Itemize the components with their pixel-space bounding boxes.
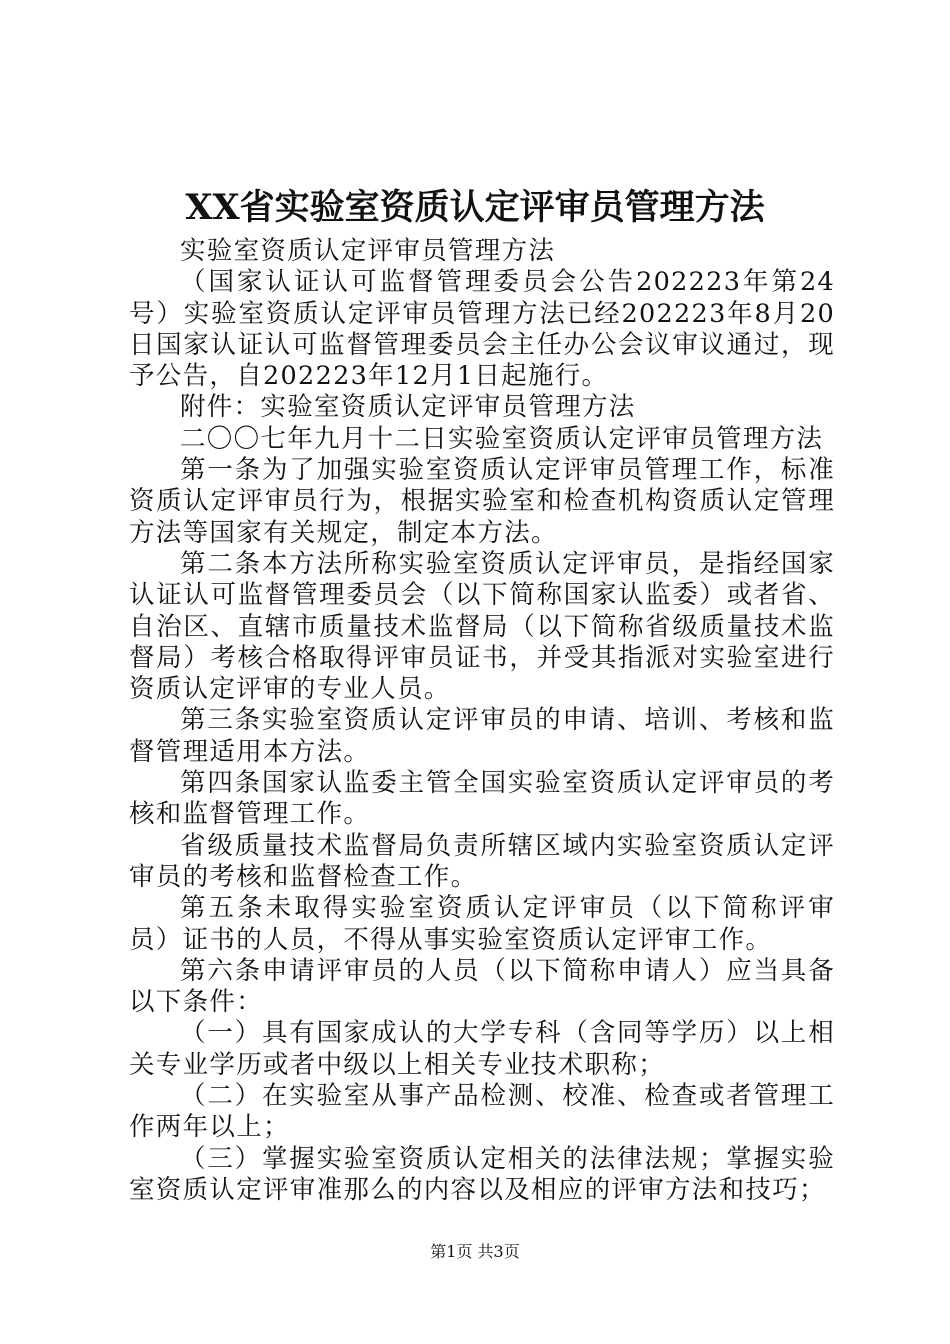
document-title: XX省实验室资质认定评审员管理方法 [185, 187, 765, 228]
paragraph: 第三条实验室资质认定评审员的申请、培训、考核和监督管理适用本方法。 [129, 705, 835, 767]
document-body [129, 236, 835, 1206]
paragraph: 二〇〇七年九月十二日实验室资质认定评审员管理方法 [180, 423, 824, 454]
paragraph: 附件：实验室资质认定评审员管理方法 [180, 392, 636, 423]
paragraph: （国家认证认可监督管理委员会公告202223年第24号）实验室资质认定评审员管理方法已经202223年8月20日国家认证认可监督管理委员会主任办公会议审议通过，现予公告，自202223年12月1日起施行。 [129, 267, 835, 392]
paragraph: （三）掌握实验室资质认定相关的法律法规；掌握实验室资质认定评审准那么的内容以及相应的评审方法和技巧； [129, 1143, 835, 1205]
paragraph: （一）具有国家成认的大学专科（含同等学历）以上相关专业学历或者中级以上相关专业技术职称； [129, 1018, 835, 1080]
paragraph: 第二条本方法所称实验室资质认定评审员，是指经国家认证认可监督管理委员会（以下简称国家认监委）或者省、自治区、直辖市质量技术监督局（以下简称省级质量技术监督局）考核合格取得评审员证书，并受其指派对实验室进行资质认定评审的专业人员。 [129, 548, 835, 705]
page-footer: 第1页 共3页 [430, 1242, 520, 1261]
paragraph: 实验室资质认定评审员管理方法 [180, 236, 556, 266]
paragraph: （二）在实验室从事产品检测、校准、检查或者管理工作两年以上； [129, 1081, 835, 1143]
paragraph: 第六条申请评审员的人员（以下简称申请人）应当具备以下条件： [129, 955, 835, 1018]
paragraph: 省级质量技术监督局负责所辖区域内实验室资质认定评审员的考核和监督检查工作。 [129, 830, 835, 892]
paragraph: 第五条未取得实验室资质认定评审员（以下简称评审员）证书的人员，不得从事实验室资质认定评审工作。 [129, 893, 835, 955]
paragraph: 第四条国家认监委主管全国实验室资质认定评审员的考核和监督管理工作。 [129, 768, 835, 830]
paragraph: 第一条为了加强实验室资质认定评审员管理工作，标准资质认定评审员行为，根据实验室和检查机构资质认定管理方法等国家有关规定，制定本方法。 [129, 455, 835, 548]
